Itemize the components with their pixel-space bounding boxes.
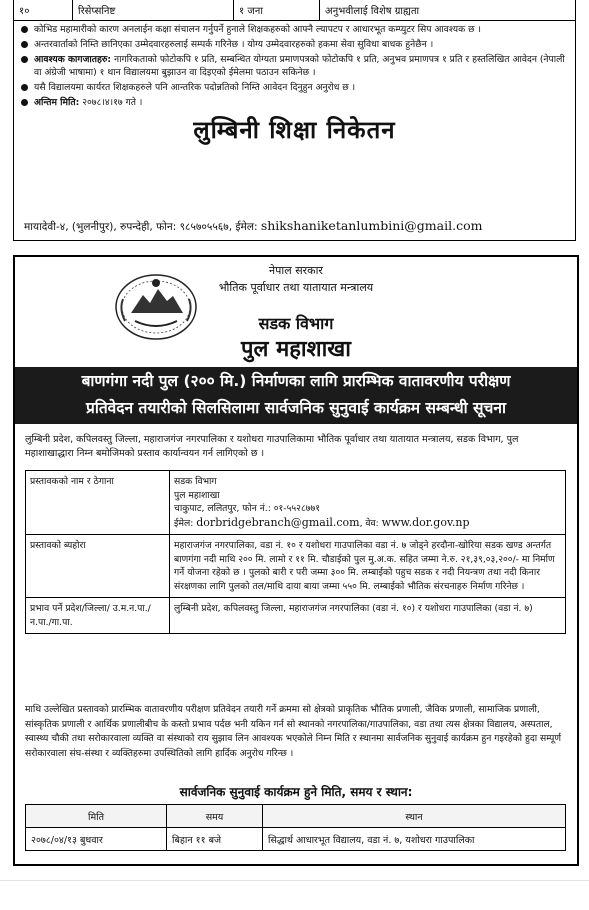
proposer-value: सडक विभाग पुल महाशाखा चाकुपाट, ललितपुर, फोन नं.: ०१-५५२८७७१ ईमेल: dorbridgebranch@gmail.com, वेव: www.dor.gov.np bbox=[170, 471, 566, 535]
page-divider bbox=[0, 880, 589, 881]
table-row bbox=[26, 535, 566, 598]
header-venue: स्थान bbox=[263, 805, 566, 828]
schedule-date: २०७८/०४/१३ बुधवार bbox=[26, 828, 167, 851]
affected-area-value: लुम्बिनी प्रदेश, कपिलवस्तु जिल्ला, महाराजगंज नगरपालिका (वडा नं. १०) र यशोधरा गाउपालिका (वडा नं. ७) bbox=[170, 598, 566, 634]
school-email: shikshaniketanlumbini@gmail.com bbox=[260, 218, 483, 233]
bullet-item: यसै विद्यालयमा कार्यरत शिक्षकहरुले पनि आन्तरिक पदोन्नतिको निम्ति आवेदन दिनुहुन अनुरोध छ । bbox=[14, 81, 575, 94]
schedule-venue: सिद्धार्थ आधारभूत विद्यालय, वडा नं. ७, यशोधरा गाउपालिका bbox=[263, 828, 566, 851]
bullet-item: अन्तरवार्ताको निम्ति छानिएका उम्मेदवारहरुलाई सम्पर्क गरिनेछ । योग्य उम्मेदवारहरुको हकमा सेवा सुविधा बाधक हुनेछैन । bbox=[14, 38, 575, 51]
notice-headline bbox=[15, 367, 577, 424]
public-hearing-notice bbox=[13, 255, 579, 866]
affected-area-key: प्रभाव पर्ने प्रदेश/जिल्ला/ उ.म.न.पा./न.पा./गा.पा. bbox=[26, 598, 170, 634]
schedule-row bbox=[26, 828, 566, 851]
intro-text: लुम्बिनी प्रदेश, कपिलवस्तु जिल्ला, महाराजगंज नगरपालिका र यशोधरा गाउपालिकामा भौतिक पूर्वाधार तथा यातायात मन्त्रालय, सडक विभाग, पुल महाशाखाद्धारा निम्न बमोजिमको प्रस्ताव कार्यान्वयन गर्न लागिएको छ । bbox=[25, 434, 519, 459]
department-title: सडक विभाग bbox=[258, 314, 334, 333]
proposal-value: महाराजगंज नगरपालिका, वडा नं. १० र यशोधरा गाउपालिका वडा नं. ७ जोड्ने हरदौना-खोरिया सडक खण्ड अन्तर्गत बाणगंगा नदी माथि २०० मि. लामो र ११ मि. चौडाईको पुल मु.अ.क. सहित जम्मा ने.रु. २१,३९,०३,२००/- मा निर्माण गर्ने योजना रहेको छ । पुलको बारी र परी जम्मा ३०० मि. लम्बाईको पहुच सडक र नदी नियन्त्रण तथा नदी किनार संरक्षणका लागि पुलको तल/माथि दाया बाया जम्मा ५५० मि. लम्बाईको भौतिक संरचनाहरु निर्माण गरिनेछ । bbox=[170, 535, 566, 598]
schedule-title: सार्वजनिक सुनुवाई कार्यक्रम हुने मिति, समय र स्थान: bbox=[179, 785, 413, 799]
schedule-table bbox=[25, 804, 566, 851]
school-vacancy-notice bbox=[13, 0, 576, 241]
headline-line-1: बाणगंगा नदी पुल (२०० मि.) निर्माणका लागि प्रारम्भिक वातावरणीय परीक्षण bbox=[81, 372, 511, 390]
position-title: रिसेप्सनिष्ट bbox=[73, 0, 234, 20]
bullet-item: कोभिड महामारीको कारण अनलाईन कक्षा संचालन गर्नुपर्ने हुनाले शिक्षकहरुको आफ्नै ल्यापटप र आधारभूत कम्प्युटर सिप आवश्यक छ । bbox=[14, 23, 575, 36]
school-contact: मायादेवी-४, (भुलनीपुर), रुपन्देही, फोन: ९८५७०५५६७, ईमेल: shikshaniketanlumbini@gmail.com bbox=[24, 218, 483, 233]
notice-paragraph: माथि उल्लेखित प्रस्तावको प्रारम्भिक वातावरणीय परीक्षण प्रतिवेदन तयारी गर्ने क्रममा सो क्षेत्रको प्राकृतिक भौतिक प्रणाली, जैविक प्रणाली, सामाजिक प्रणाली, सांस्कृतिक प्रणाली र आर्थिक प्रणालीबीच के कस्तो प्रभाव पर्दछ भनी यकिन गर्न सो स्थानको नगरपालिका/गाउपालिका, वडा तथा त्यस क्षेत्रका विद्यालय, अस्पताल, स्वास्थ्य चौकी तथा सरोकारवाला व्यक्ति वा संस्थाको राय सुझाव लिन आवश्यक भएकोले निम्न मिति र स्थानमा सार्वजनिक सुनुवाई कार्यक्रम हुन गइरहेको हुदा सम्पूर्ण सरोकारवाला संघ-संस्था र व्यक्तिहरुमा उपस्थितिको लागि हार्दिक अनुरोध गरिन्छ । bbox=[25, 704, 562, 759]
proposal-key: प्रस्तावको ब्यहोरा bbox=[26, 535, 170, 598]
headline-line-2: प्रतिवेदन तयारीको सिलसिलामा सार्वजनिक सुनुवाई कार्यक्रम सम्बन्धी सूचना bbox=[86, 399, 506, 417]
proposer-key: प्रस्तावकको नाम र ठेगाना bbox=[26, 471, 170, 535]
proposer-website: www.dor.gov.np bbox=[381, 515, 470, 529]
proposal-table bbox=[25, 470, 566, 634]
row-number: १० bbox=[14, 0, 73, 20]
bullet-item: आवश्यक कागजातहरु: नागरिकताको फोटोकपि १ प्रति, सम्बन्धित योग्यता प्रमाणपत्रको फोटोकपि १ प्रति, अनुभव प्रमाणपत्र १ प्रति र हस्तलिखित आवेदन (नेपाली वा अंग्रेजी भाषामा) १ थान विद्यालयमा बुझाउन वा दिइएको ईमेलमा पठाउन सकिनेछ । bbox=[14, 53, 575, 79]
header-time: समय bbox=[167, 805, 263, 828]
ministry-label: भौतिक पूर्वाधार तथा यातायात मन्त्रालय bbox=[218, 281, 374, 294]
header-date: मिति bbox=[26, 805, 167, 828]
schedule-time: बिहान ११ बजे bbox=[167, 828, 263, 851]
vacancy-table-row bbox=[14, 0, 575, 21]
government-label: नेपाल सरकार bbox=[269, 264, 323, 277]
table-row bbox=[26, 471, 566, 535]
schedule-header-row bbox=[26, 805, 566, 828]
position-count: १ जना bbox=[234, 0, 320, 20]
school-name: लुम्बिनी शिक्षा निकेतन bbox=[193, 116, 396, 144]
table-row bbox=[26, 598, 566, 634]
branch-title: पुल महाशाखा bbox=[241, 337, 351, 362]
position-note: अनुभवीलाई विशेष ग्राह्यता bbox=[325, 6, 420, 17]
proposer-email: dorbridgebranch@gmail.com bbox=[196, 515, 360, 529]
bullet-item: अन्तिम मिति: २०७८।४।१७ गते । bbox=[14, 96, 575, 109]
